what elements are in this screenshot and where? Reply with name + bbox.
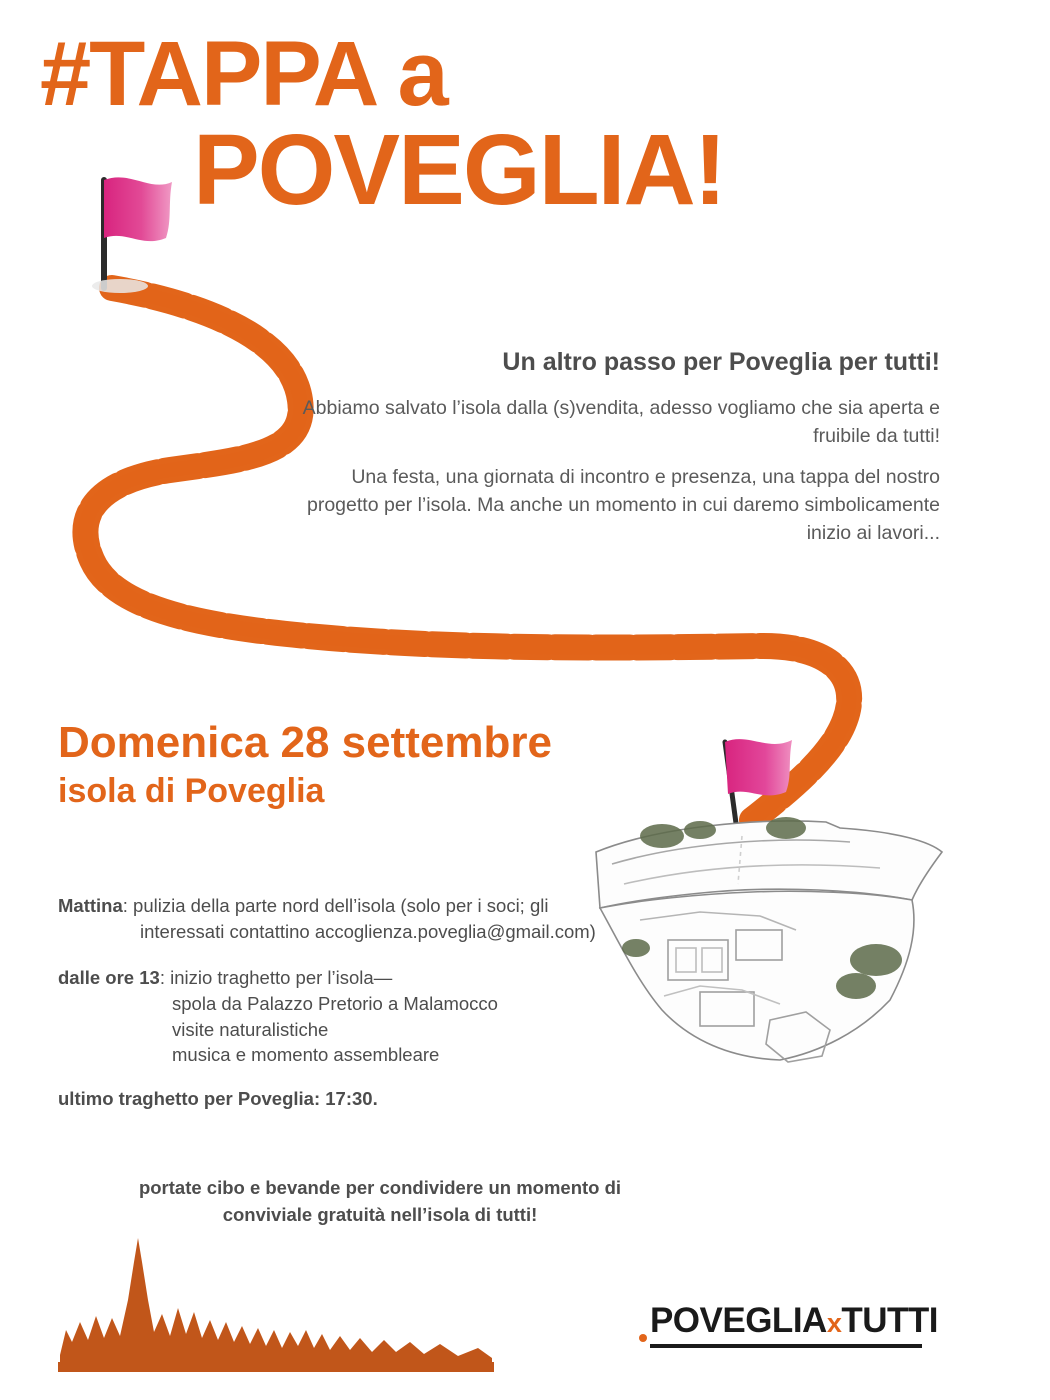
schedule-label-afternoon: dalle ore 13 [58, 966, 160, 988]
logo-part-2: TUTTI [841, 1301, 938, 1340]
schedule-label-morning: Mattina [58, 895, 123, 916]
poster-title [40, 23, 910, 226]
schedule-subline-1: spola da Palazzo Pretorio a Malamocco [172, 992, 498, 1014]
intro-paragraph-1: Abbiamo salvato l’isola dalla (s)vendita, adesso vogliamo che sia aperta e fruibile da tutti! [302, 397, 940, 447]
event-date: Domenica 28 settembre [58, 718, 552, 767]
schedule-subline-2: visite naturalistiche [172, 1018, 329, 1040]
title-line-2: POVEGLIA! [192, 114, 725, 226]
schedule-block [58, 893, 638, 1110]
schedule-text-afternoon: : inizio traghetto per l’isola— [159, 966, 393, 988]
intro-block [300, 348, 940, 547]
schedule-text-morning: : pulizia della parte nord dell’isola (solo per i soci; gli [122, 895, 549, 916]
logo-x: x [826, 1308, 842, 1338]
intro-headline: Un altro passo per Poveglia per tutti! [502, 348, 940, 376]
event-place: isola di Poveglia [58, 771, 325, 810]
logo-wordmark [650, 1303, 938, 1338]
schedule-item-morning [58, 893, 638, 945]
intro-paragraph-2: Una festa, una giornata di incontro e presenza, una tappa del nostro progetto per l’isola. Ma anche un momento in cui daremo simbolicamente inizio ai lavori... [307, 466, 940, 544]
logo-part-1: POVEGLIA [649, 1301, 827, 1340]
schedule-subline-3: musica e momento assembleare [172, 1044, 440, 1066]
organization-logo [650, 1303, 938, 1348]
logo-underline [650, 1344, 922, 1348]
pink-map-pin-flag-island-icon [725, 739, 792, 838]
logo-dot-icon [639, 1334, 647, 1342]
event-date-block [58, 718, 552, 810]
schedule-contact-morning: interessati contattino accoglienza.poveglia@gmail.com) [140, 920, 596, 942]
title-line-1: #TAPPA a [40, 23, 447, 125]
last-ferry-note: ultimo traghetto per Poveglia: 17:30. [58, 1088, 378, 1110]
footer-call-to-action: portate cibo e bevande per condividere un momento di conviviale gratuità nell’isola di tutti! [138, 1177, 622, 1225]
venice-skyline-silhouette-icon [58, 1238, 494, 1372]
poveglia-island-illustration [596, 817, 942, 1062]
schedule-item-afternoon [58, 965, 638, 1069]
